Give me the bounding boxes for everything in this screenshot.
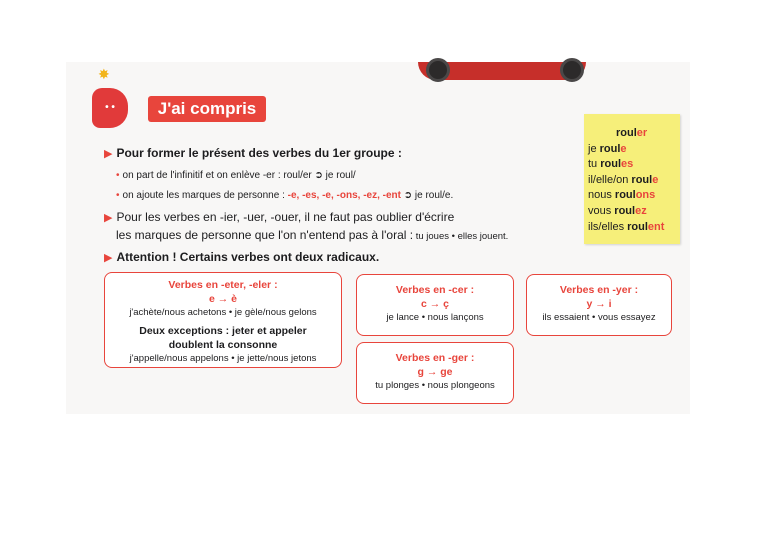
triangle-bullet-icon: ▶	[104, 148, 113, 160]
rule-two-stems: ▶ Attention ! Certains verbes ont deux radicaux.	[104, 250, 380, 264]
conj-row: il/elle/on roule	[588, 173, 659, 186]
triangle-bullet-icon: ▶	[104, 252, 113, 264]
dot-icon: •	[116, 170, 120, 181]
conj-row: tu roules	[588, 158, 634, 171]
car-wheel-icon	[560, 58, 584, 82]
lightbulb-icon: ✸	[98, 66, 110, 82]
rule-present-tense: ▶ Pour former le présent des verbes du 1er groupe :	[104, 146, 402, 160]
car-wheel-icon	[426, 58, 450, 82]
card-yer: Verbes en -yer : y → i ils essaient • vous essayez	[526, 274, 672, 336]
conj-row: vous roulez	[588, 204, 647, 217]
triangle-bullet-icon: ▶	[104, 212, 113, 224]
conj-row: ils/elles roulent	[588, 220, 665, 233]
mascot-icon: • •	[92, 88, 128, 128]
card-eter-eler: Verbes en -eter, -eler : e → è j'achète/nous achetons • je gèle/nous gelons Deux exceptions : jeter et appeler doublent la consonne j'appelle/nous appelons • je jette/nous jetons	[104, 272, 342, 368]
conjugation-note	[584, 114, 680, 244]
rule-ier-line2: les marques de personne que l'on n'entend pas à l'oral : tu joues • elles jouent.	[116, 228, 509, 242]
bullet-person-marks: • on ajoute les marques de personne : -e, -es, -e, -ons, -ez, -ent ➲ je roul/e.	[116, 190, 454, 201]
conj-row: nous roulons	[588, 189, 656, 202]
rule-ier-uer-ouer: ▶ Pour les verbes en -ier, -uer, -ouer, il ne faut pas oublier d'écrire	[104, 210, 455, 224]
conj-infinitive: rouler	[616, 127, 648, 139]
card-ger: Verbes en -ger : g → ge tu plonges • nous plongeons	[356, 342, 514, 404]
dot-icon: •	[116, 190, 120, 201]
banner-title: J'ai compris	[148, 96, 266, 122]
card-cer: Verbes en -cer : c → ç je lance • nous lançons	[356, 274, 514, 336]
conj-row: je roule	[588, 142, 627, 155]
bullet-remove-er: • on part de l'infinitif et on enlève -er : roul/er ➲ je roul/	[116, 170, 356, 181]
